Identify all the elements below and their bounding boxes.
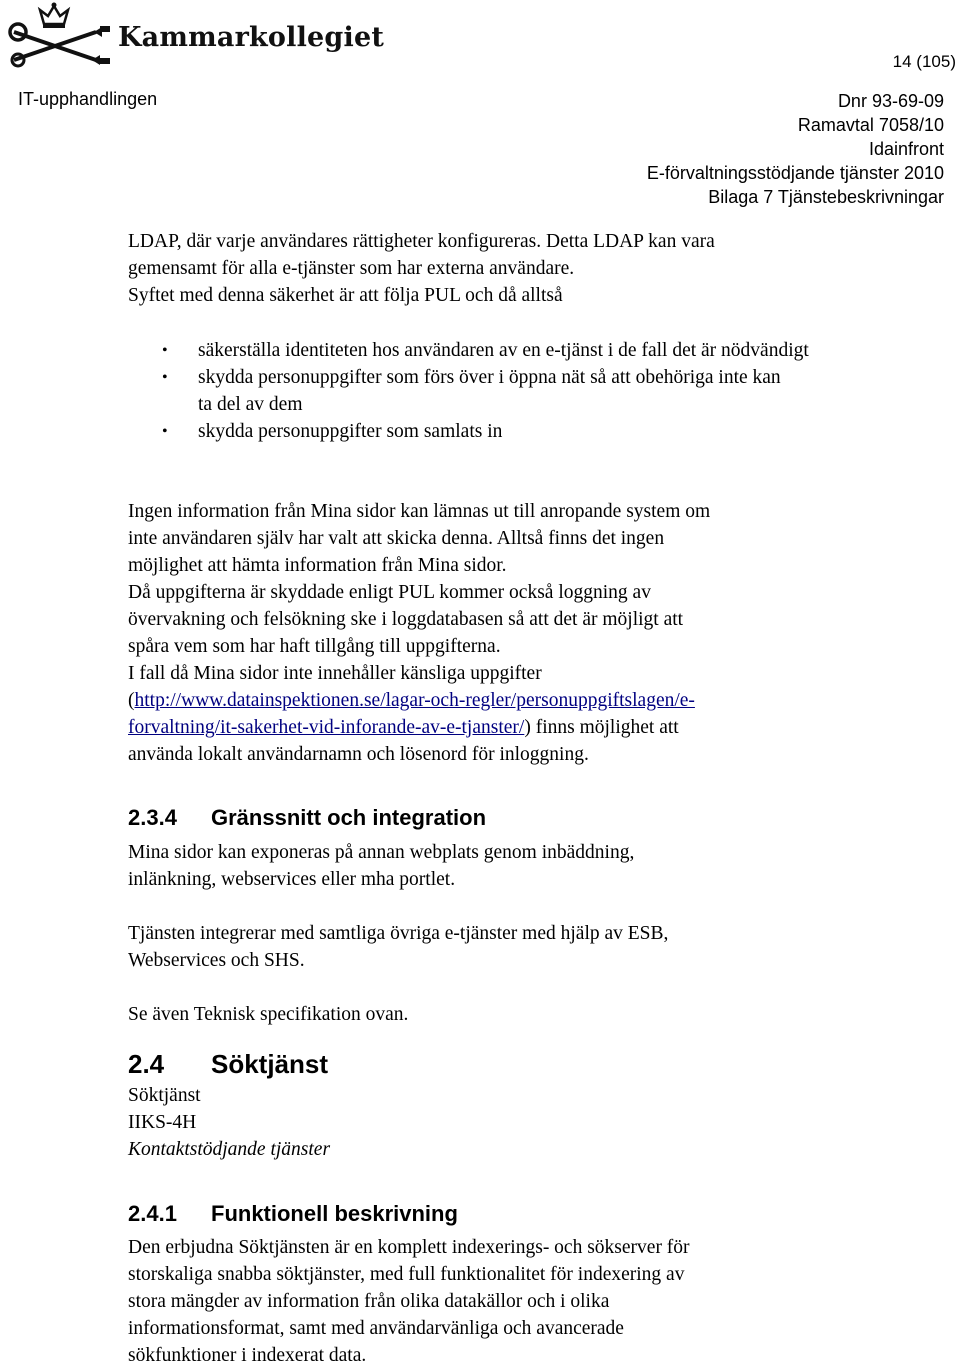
meta-category: E-förvaltningsstödjande tjänster 2010 <box>646 163 944 183</box>
service-name: Söktjänst <box>128 1085 201 1106</box>
section-number: 2.4 <box>128 1049 165 1079</box>
text-line: LDAP, där varje användares rättigheter konfigureras. Detta LDAP kan vara <box>128 231 715 252</box>
service-info <box>128 1082 848 1163</box>
text-line: storskaliga snabba söktjänster, med full funktionalitet för indexering av <box>128 1264 685 1285</box>
access-paragraph <box>128 498 848 768</box>
list-item: • skydda personuppgifter som förs över i öppna nät så att obehöriga inte kan ta del av dem <box>128 364 828 418</box>
text-line: Den erbjudna Söktjänsten är en komplett indexerings- och sökserver för <box>128 1237 690 1258</box>
text-line: Se även Teknisk specifikation ovan. <box>128 1004 409 1025</box>
section-number: 2.3.4 <box>128 805 177 830</box>
text-line: stora mängder av information från olika datakällor och i olika <box>128 1291 610 1312</box>
text-line: Mina sidor kan exponeras på annan webplats genom inbäddning, <box>128 842 635 863</box>
integration-paragraph <box>128 839 848 1028</box>
service-category: Kontaktstödjande tjänster <box>128 1139 331 1160</box>
meta-supplier: Idainfront <box>868 139 944 159</box>
datainspektionen-link-continued[interactable]: forvaltning/it-sakerhet-vid-inforande-av-e-tjanster/ <box>128 717 525 738</box>
crown-keys-icon <box>6 2 118 68</box>
service-code: IIKS-4H <box>128 1112 197 1133</box>
section-title: Funktionell beskrivning <box>211 1201 458 1226</box>
text-line: Då uppgifterna är skyddade enligt PUL kommer också loggning av <box>128 582 651 603</box>
paren-open: ( <box>128 690 135 711</box>
bullet-list <box>128 337 828 445</box>
text-line: Syftet med denna säkerhet är att följa PUL och då alltså <box>128 285 563 306</box>
text-line <box>128 687 848 714</box>
text-line <box>128 714 848 741</box>
section-heading-2-3-4 <box>128 805 486 831</box>
brand-name: Kammarkollegiet <box>118 22 385 53</box>
document-meta <box>647 89 944 209</box>
datainspektionen-link[interactable]: http://www.datainspektionen.se/lagar-och-regler/personuppgiftslagen/e- <box>134 690 695 711</box>
list-item: • säkerställa identiteten hos användaren av en e-tjänst i de fall det är nödvändigt <box>128 337 828 364</box>
text-line: Webservices och SHS. <box>128 950 305 971</box>
text-line: inte användaren själv har valt att skicka denna. Alltså finns det ingen <box>128 528 665 549</box>
text-line: gemensamt för alla e-tjänster som har externa användare. <box>128 258 575 279</box>
page-number: 14 (105) <box>892 52 956 71</box>
text-line: spåra vem som har haft tillgång till uppgifterna. <box>128 636 501 657</box>
text-line: informationsformat, samt med användarvänliga och avancerade <box>128 1318 624 1339</box>
list-item: • skydda personuppgifter som samlats in <box>128 418 828 445</box>
text-line: sökfunktioner i indexerat data. <box>128 1345 367 1366</box>
section-title: Söktjänst <box>211 1049 329 1079</box>
section-heading-2-4-1 <box>128 1201 458 1227</box>
text-line: Ingen information från Mina sidor kan lämnas ut till anropande system om <box>128 501 711 522</box>
text-line: inlänkning, webservices eller mha portlet. <box>128 869 456 890</box>
text-line: möjlighet att hämta information från Mina sidor. <box>128 555 507 576</box>
functional-description <box>128 1234 848 1369</box>
text-line: Tjänsten integrerar med samtliga övriga e-tjänster med hjälp av ESB, <box>128 923 669 944</box>
meta-ramavtal: Ramavtal 7058/10 <box>797 115 944 135</box>
department: IT-upphandlingen <box>18 89 158 109</box>
text-line: använda lokalt användarnamn och lösenord för inloggning. <box>128 744 589 765</box>
section-number: 2.4.1 <box>128 1201 177 1226</box>
section-title: Gränssnitt och integration <box>211 805 487 830</box>
section-heading-2-4 <box>128 1049 328 1080</box>
text-line: I fall då Mina sidor inte innehåller känsliga uppgifter <box>128 663 542 684</box>
meta-appendix: Bilaga 7 Tjänstebeskrivningar <box>708 187 944 207</box>
meta-dnr: Dnr 93-69-09 <box>837 91 944 111</box>
text-line: övervakning och felsökning ske i loggdatabasen så att det är möjligt att <box>128 609 684 630</box>
intro-paragraph <box>128 228 848 309</box>
after-link-text: ) finns möjlighet att <box>524 717 679 738</box>
